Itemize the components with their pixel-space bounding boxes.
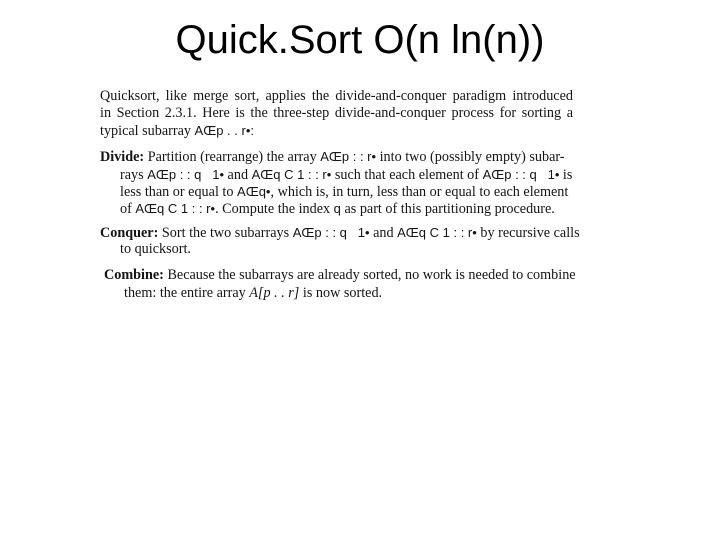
divide-line-2-and: and [227,167,249,183]
conquer-line-1-and: and [373,225,394,241]
combine-line-2-text: them: the entire array [124,285,246,301]
combine-math-array: A[p . . r] [249,285,300,301]
combine-line-1-text: Because the subarrays are already sorted, no work is needed to combine [167,267,576,283]
combine-line-1 [104,267,576,284]
divide-line-4 [120,200,555,218]
divide-math-right-sub: AŒq C 1 : : r• [251,167,332,182]
combine-line-2 [124,285,382,302]
slide-title: Quick.Sort O(n ln(n)) [175,18,545,62]
conquer-line-1-text: Sort the two subarrays [161,225,290,241]
conquer-math-right-sub: AŒq C 1 : : r• [397,225,477,240]
conquer-line-2 [120,241,191,258]
intro-line-3 [100,122,254,140]
divide-math-right-sub-2: AŒq C 1 : : r• [135,201,216,216]
divide-label: Divide: [100,149,145,165]
divide-math-array: AŒp : : r• [320,149,377,164]
divide-math-q: q [333,201,341,216]
conquer-label: Conquer: [100,225,159,241]
divide-line-2-pre: rays [120,167,144,183]
divide-line-2 [120,166,572,184]
divide-line-4-pre: of [120,201,132,217]
divide-line-2-text: such that each element of [334,167,480,183]
divide-line-1-text: Partition (rearrange) the array [147,149,317,165]
subarray-math: AŒp . . r•: [194,123,254,138]
conquer-line-1 [100,224,580,242]
divide-line-3-text: less than or equal to [120,184,234,200]
conquer-line-2-text: to quicksort. [120,241,191,257]
divide-line-3-rest: , which is, in turn, less than or equal to each element [270,184,569,200]
combine-line-2-rest: is now sorted. [302,285,383,301]
intro-line-2 [100,105,573,122]
divide-line-1 [100,148,565,166]
conquer-line-1-rest: by recursive calls [480,225,580,241]
divide-math-pivot: AŒq• [237,184,271,199]
divide-line-4-rest: as part of this partitioning procedure. [344,201,555,217]
intro-line-1 [100,88,573,105]
divide-line-3 [120,183,568,201]
combine-label: Combine: [104,267,164,283]
divide-math-left-sub: AŒp : : q 1• [147,167,224,182]
divide-math-left-sub-2: AŒp : : q 1• [482,167,560,182]
intro-line-3-text: typical subarray [100,123,191,139]
divide-line-1-rest: into two (possibly empty) subar- [379,149,565,165]
divide-line-2-end: is [562,167,573,183]
conquer-math-left-sub: AŒp : : q 1• [292,225,370,240]
divide-line-4-text: . Compute the index [215,201,331,217]
intro-line-2-text: in Section 2.3.1. Here is the three-step divide-and-conquer process for sorting a [100,105,573,121]
intro-line-1-text: Quicksort, like merge sort, applies the divide-and-conquer paradigm introduced [100,88,573,104]
